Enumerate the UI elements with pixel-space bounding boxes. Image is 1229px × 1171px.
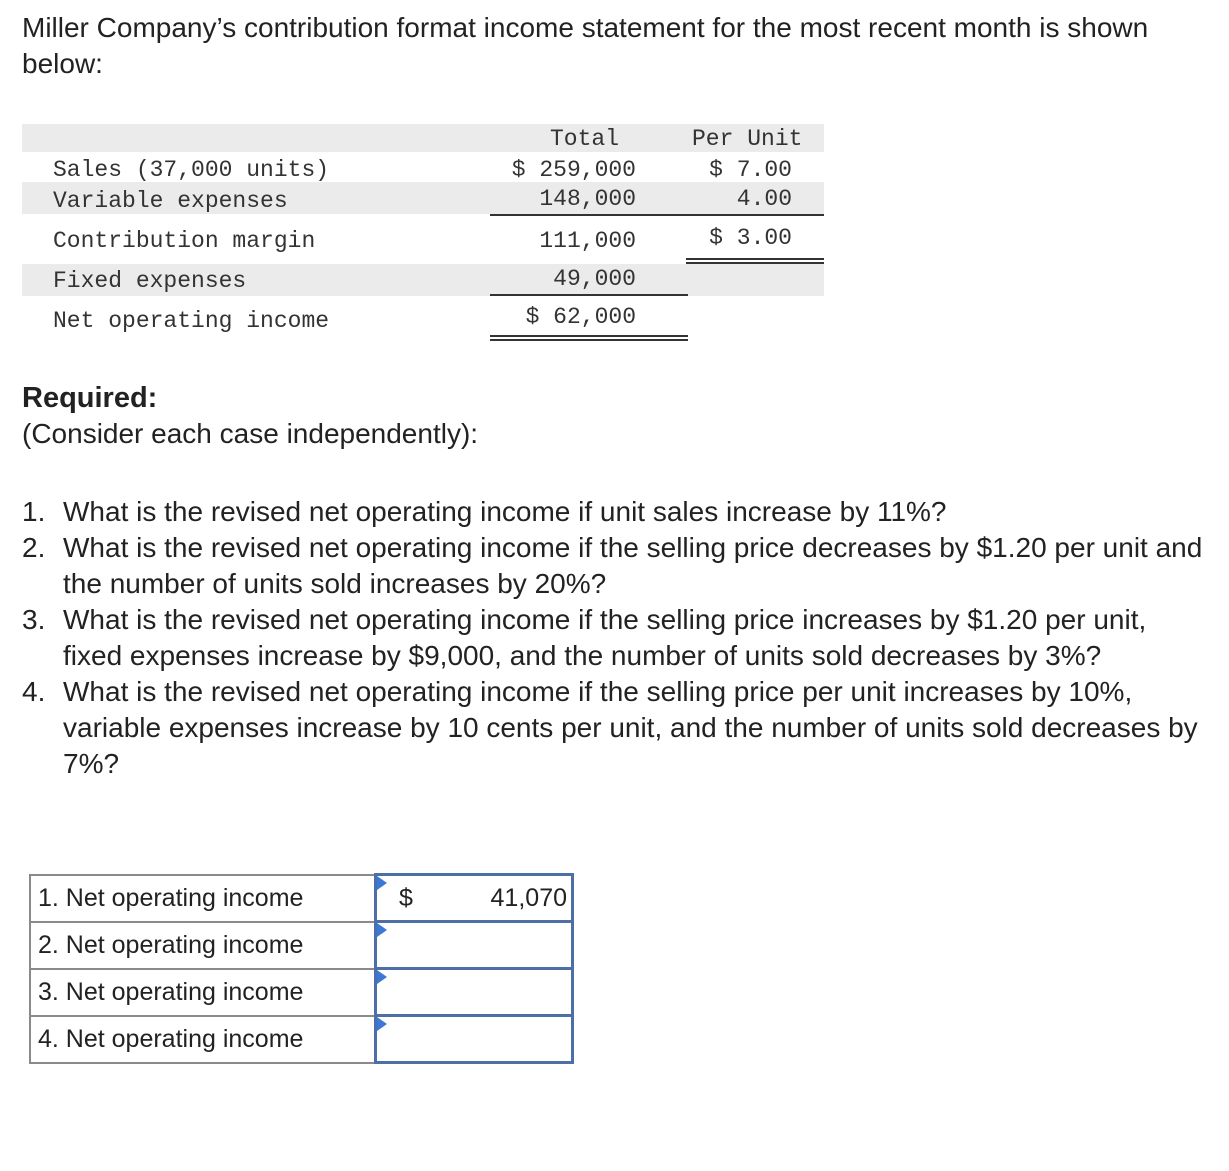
answer-row bbox=[30, 1016, 573, 1063]
currency-symbol: $ bbox=[399, 884, 413, 912]
question-item bbox=[22, 674, 1207, 782]
required-heading: Required: bbox=[22, 382, 158, 414]
question-text: What is the revised net operating income if the selling price per unit increases by 10%, variable expenses increase by 10 cents per unit, and the number of units sold decreases by 7%? bbox=[63, 676, 1198, 779]
answer-label: 3. Net operating income bbox=[30, 969, 376, 1016]
answer-table bbox=[29, 873, 574, 1064]
question-item bbox=[22, 494, 1207, 530]
row-label-sales: Sales (37,000 units) bbox=[53, 157, 330, 183]
answer-cell[interactable] bbox=[376, 875, 573, 922]
total-column-header: Total bbox=[550, 126, 620, 152]
row-total-net-operating-income: $ 62,000 bbox=[525, 304, 636, 330]
row-label-net-operating-income: Net operating income bbox=[53, 308, 330, 334]
row-label-variable-expenses: Variable expenses bbox=[53, 188, 288, 214]
intro-text: Miller Company’s contribution format income statement for the most recent month is shown below: bbox=[22, 12, 1149, 79]
question-text: What is the revised net operating income if the selling price decreases by $1.20 per unit and the number of units sold increases by 20%? bbox=[63, 532, 1203, 599]
answer-label: 2. Net operating income bbox=[30, 922, 376, 969]
row-label-contribution-margin: Contribution margin bbox=[53, 228, 316, 254]
question-number: 1. bbox=[22, 496, 46, 527]
row-total-contribution-margin: 111,000 bbox=[539, 228, 636, 254]
answer-input-4[interactable] bbox=[377, 1017, 571, 1061]
answer-label: 1. Net operating income bbox=[30, 875, 376, 922]
question-list bbox=[22, 494, 1207, 782]
subtotal-rule bbox=[686, 214, 824, 216]
row-total-sales: $ 259,000 bbox=[511, 157, 636, 183]
question-text: What is the revised net operating income if the selling price increases by $1.20 per unit, fixed expenses increase by $9,000, and the number of units sold decreases by 3%? bbox=[63, 604, 1147, 671]
question-item bbox=[22, 602, 1207, 674]
answer-cell[interactable] bbox=[376, 1016, 573, 1063]
subtotal-rule bbox=[490, 294, 688, 296]
subtotal-rule bbox=[490, 214, 688, 216]
question-item bbox=[22, 530, 1207, 602]
row-total-variable-expenses: 148,000 bbox=[539, 186, 636, 212]
row-label-fixed-expenses: Fixed expenses bbox=[53, 268, 247, 294]
answer-input-3[interactable] bbox=[377, 970, 571, 1014]
question-number: 4. bbox=[22, 676, 46, 707]
row-per-unit-contribution-margin: $ 3.00 bbox=[709, 225, 792, 251]
question-number: 3. bbox=[22, 604, 46, 635]
required-subheading: (Consider each case independently): bbox=[22, 418, 479, 449]
answer-label: 4. Net operating income bbox=[30, 1016, 376, 1063]
answer-cell[interactable] bbox=[376, 922, 573, 969]
question-text: What is the revised net operating income if unit sales increase by 11%? bbox=[63, 496, 947, 527]
answer-row bbox=[30, 875, 573, 922]
total-double-rule bbox=[490, 335, 688, 341]
per-unit-column-header: Per Unit bbox=[692, 126, 803, 152]
answer-row bbox=[30, 969, 573, 1016]
total-double-rule bbox=[686, 258, 824, 264]
income-statement bbox=[22, 124, 824, 346]
answer-input-1[interactable] bbox=[377, 876, 571, 920]
answer-cell[interactable] bbox=[376, 969, 573, 1016]
row-per-unit-variable-expenses: 4.00 bbox=[736, 186, 792, 212]
row-per-unit-sales: $ 7.00 bbox=[709, 157, 792, 183]
answer-row bbox=[30, 922, 573, 969]
answer-input-2[interactable] bbox=[377, 923, 571, 967]
row-total-fixed-expenses: 49,000 bbox=[553, 266, 636, 292]
question-number: 2. bbox=[22, 532, 46, 563]
